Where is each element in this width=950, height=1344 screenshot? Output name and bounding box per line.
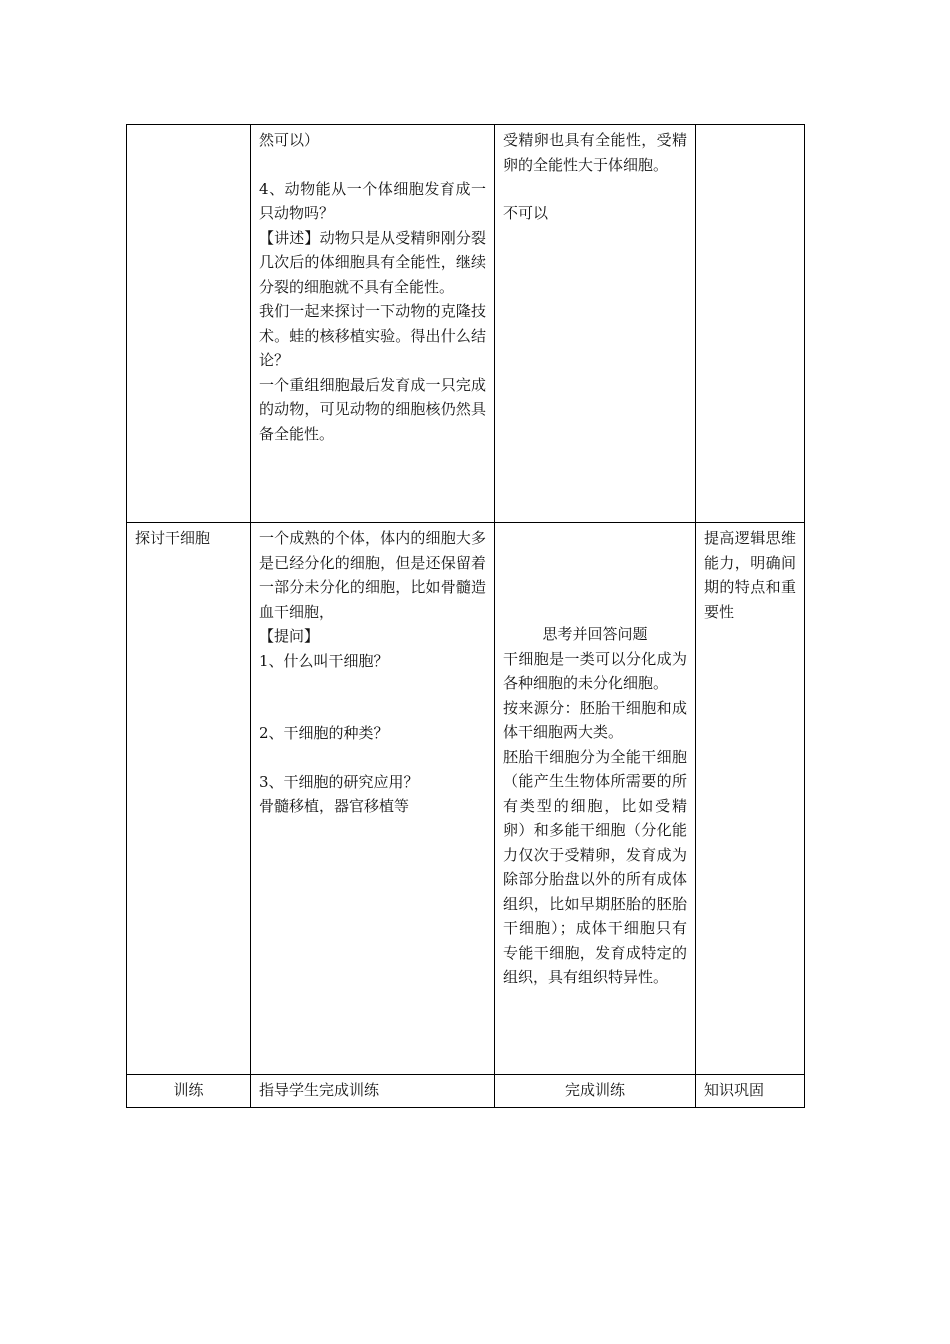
table-row [127, 1075, 805, 1108]
blank-line [503, 526, 687, 550]
blank-line [503, 574, 687, 598]
table-cell-intent: 知识巩固 [696, 1075, 805, 1108]
blank-line [503, 177, 687, 201]
think-answer-label: 思考并回答问题 [542, 625, 648, 643]
lecture-text: 【讲述】动物只是从受精卵刚分裂几次后的体细胞具有全能性，继续分裂的细胞就不具有全能性。 [259, 228, 486, 296]
table-cell-intent [696, 125, 805, 523]
question-label: 【提问】 [259, 627, 320, 645]
blank-line [259, 673, 486, 697]
table-cell-stage [127, 125, 251, 523]
blank-line [259, 746, 486, 770]
cell-text: 一个重组细胞最后发育成一只完成的动物，可见动物的细胞核仍然具备全能性。 [259, 375, 486, 443]
table-cell-stage: 训练 [127, 1075, 251, 1108]
table-cell-student-activity [495, 125, 696, 523]
answer-text: 骨髓移植，器官移植等 [259, 797, 410, 815]
blank-line [259, 697, 486, 721]
cell-text: 我们一起来探讨一下动物的克隆技术。蛙的核移植实验。得出什么结论？ [259, 302, 486, 369]
question-4: 4、动物能从一个体细胞发育成一只动物吗？ [259, 179, 486, 222]
table-cell-stage: 探讨干细胞 [127, 523, 251, 1075]
cell-text: 提高逻辑思维能力，明确间期的特点和重要性 [704, 529, 796, 621]
cell-text: 干细胞是一类可以分化成为各种细胞的未分化细胞。 [503, 649, 687, 692]
table-row [127, 523, 805, 1075]
cell-text: 一个成熟的个体，体内的细胞大多是已经分化的细胞，但是还保留着一部分未分化的细胞，比如骨髓造血干细胞， [259, 529, 486, 621]
cell-text: 不可以 [503, 204, 549, 222]
lesson-plan-table [126, 124, 805, 1108]
table-cell-teacher-activity [251, 523, 495, 1075]
table-cell-teacher-activity: 指导学生完成训练 [251, 1075, 495, 1108]
blank-line [503, 598, 687, 622]
cell-text: 胚胎干细胞分为全能干细胞（能产生生物体所需要的所有类型的细胞，比如受精卵）和多能干细胞（分化能力仅次于受精卵，发育成为除部分胎盘以外的所有成体组织，比如早期胚胎的胚胎干细胞）；成体干细胞只有专能干细胞，发育成特定的组织，具有组织特异性。 [503, 747, 687, 986]
cell-text: 然可以） [259, 131, 320, 149]
question-2: 2、干细胞的种类？ [259, 724, 389, 742]
table-row [127, 125, 805, 523]
table-cell-student-activity [495, 523, 696, 1075]
blank-line [503, 550, 687, 574]
table-cell-teacher-activity [251, 125, 495, 523]
blank-line [259, 153, 486, 177]
cell-text: 按来源分：胚胎干细胞和成体干细胞两大类。 [503, 698, 687, 741]
table-cell-intent [696, 523, 805, 1075]
question-1: 1、什么叫干细胞？ [259, 651, 389, 670]
cell-text: 受精卵也具有全能性，受精卵的全能性大于体细胞。 [503, 131, 687, 174]
table-cell-student-activity: 完成训练 [495, 1075, 696, 1108]
question-3: 3、干细胞的研究应用？ [259, 772, 419, 791]
